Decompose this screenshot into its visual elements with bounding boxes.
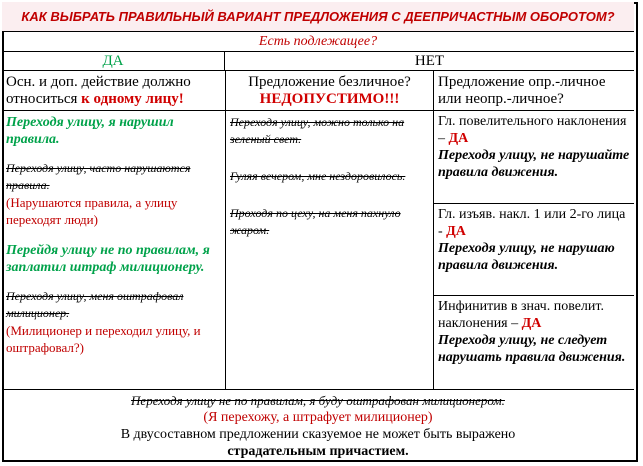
- infinitive-cell: [434, 296, 634, 389]
- yes-example-correct-1: Переходя улицу, я нарушил правила.: [6, 115, 174, 147]
- footer-note-line1: В двусоставном предложении сказуемое не может быть выражено: [120, 427, 516, 442]
- impersonal-example-3: Проходя по цеху, на меня пахнуло жаром.: [230, 206, 401, 237]
- yes-rule-accent: к одному лицу!: [81, 91, 184, 107]
- yes-rule-text: Осн. и доп. действие должно относиться: [6, 74, 191, 107]
- footer-wrong-example: Переходя улицу не по правилам, я буду оштрафован милиционером.: [131, 393, 505, 408]
- indicative-yes: ДА: [446, 224, 466, 239]
- footer-note-line2: страдательным причастием.: [227, 444, 409, 459]
- impersonal-question-cell: [226, 72, 433, 110]
- imperative-example: Переходя улицу, не нарушайте правила движения.: [438, 148, 630, 180]
- yes-example-wrong-2: Переходя улицу, меня оштрафовал милиционер.: [6, 289, 184, 320]
- yes-example-wrong-1: Переходя улицу, часто нарушаются правила.: [6, 161, 191, 192]
- impersonal-question: Предложение безличное?: [248, 74, 411, 90]
- impersonal-answer: НЕДОПУСТИМО!!!: [259, 91, 400, 107]
- yes-example-fix-1: (Нарушаются правила, а улицу переходят люди): [6, 195, 178, 227]
- imperative-text: Гл. повелительного наклонения –: [438, 114, 627, 146]
- no-header: НЕТ: [225, 52, 634, 71]
- indicative-example: Переходя улицу, не нарушаю правила движения.: [438, 241, 615, 273]
- footer-cell: [2, 390, 634, 460]
- yes-example-correct-2: Перейдя улицу не по правилам, я заплатил штраф милиционеру.: [6, 243, 210, 275]
- infinitive-yes: ДА: [521, 316, 542, 331]
- impersonal-example-1: Переходя улицу, можно только на зеленый свет.: [230, 115, 405, 146]
- subject-question: Есть подлежащее?: [2, 32, 634, 52]
- yes-example-fix-2: (Милиционер и переходил улицу, и оштрафовал?): [6, 323, 201, 355]
- yes-rule-cell: [2, 72, 225, 110]
- indicative-cell: [434, 204, 634, 295]
- imperative-yes: ДА: [448, 131, 469, 146]
- infinitive-text: Инфинитив в знач. повелит. наклонения –: [438, 299, 604, 331]
- indicative-text: Гл. изъяв. накл. 1 или 2-го лица -: [438, 207, 626, 239]
- yes-header: ДА: [2, 52, 225, 71]
- impersonal-example-2: Гуляя вечером, мне нездоровилось.: [230, 169, 406, 183]
- infinitive-example: Переходя улицу, не следует нарушать правила движения.: [438, 333, 626, 365]
- definite-question: Предложение опр.-личное или неопр.-личное?: [438, 74, 606, 107]
- impersonal-examples-cell: [226, 112, 433, 388]
- footer-fix: (Я перехожу, а штрафует милиционер): [203, 410, 433, 425]
- imperative-cell: [434, 111, 634, 203]
- definite-question-cell: [434, 72, 634, 110]
- page-title: КАК ВЫБРАТЬ ПРАВИЛЬНЫЙ ВАРИАНТ ПРЕДЛОЖЕНИЯ С ДЕЕПРИЧАСТНЫМ ОБОРОТОМ?: [2, 2, 634, 32]
- yes-examples-cell: [2, 112, 225, 388]
